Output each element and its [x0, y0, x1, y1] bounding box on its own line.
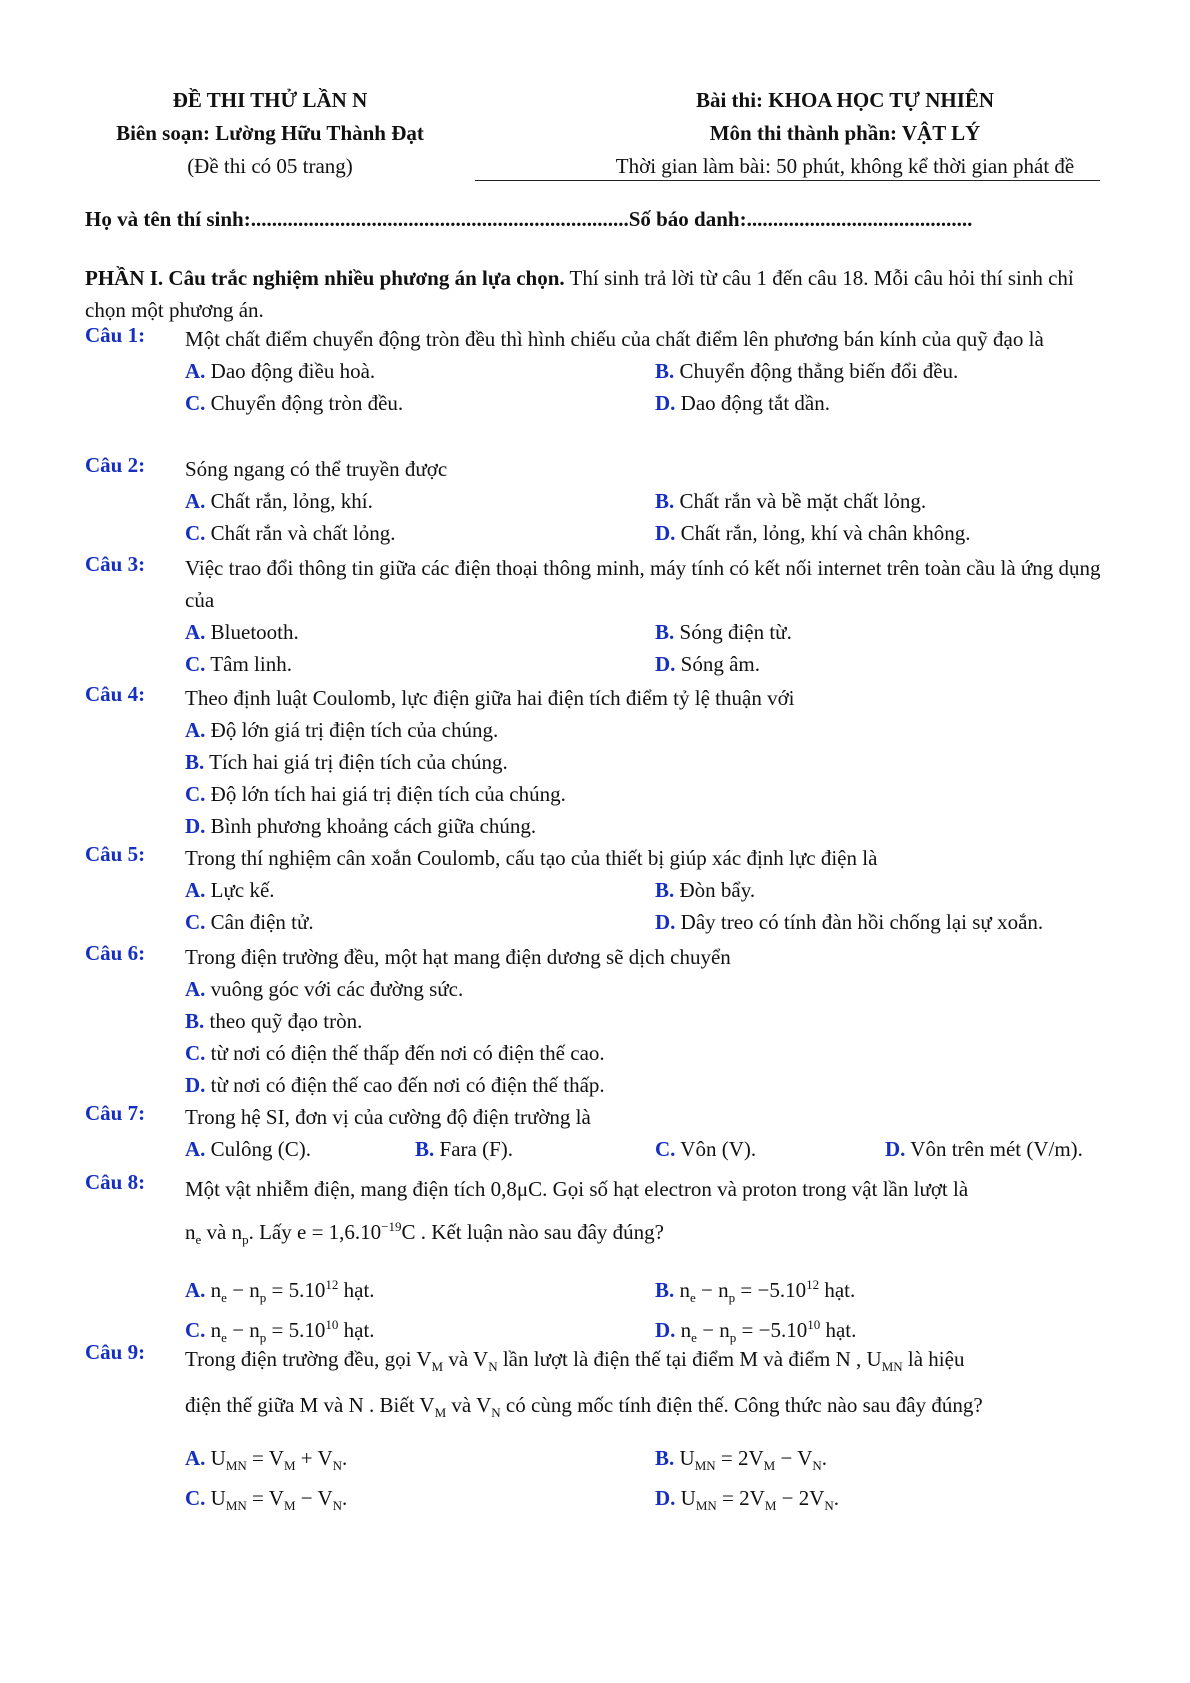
question-text: Theo định luật Coulomb, lực điện giữa hai điện tích điểm tỷ lệ thuận với: [185, 686, 795, 710]
question-options: [185, 1438, 1115, 1518]
question-label: Câu 3:: [85, 552, 146, 576]
header-left: [60, 84, 480, 183]
option-b: B. theo quỹ đạo tròn.: [185, 1009, 363, 1033]
candidate-id-label: Số báo danh:: [628, 207, 747, 231]
question-text: Trong hệ SI, đơn vị của cường độ điện trường là: [185, 1105, 591, 1129]
option-d: D. Vôn trên mét (V/m).: [885, 1137, 1083, 1161]
option-d: D. Bình phương khoảng cách giữa chúng.: [185, 814, 537, 838]
part1-title: PHẦN I. Câu trắc nghiệm nhiều phương án lựa chọn.: [85, 266, 565, 290]
question-options: [185, 485, 1115, 549]
option-b: B. Đòn bẩy.: [655, 878, 756, 902]
question-options: [185, 714, 1115, 842]
option-c: C. từ nơi có điện thế thấp đến nơi có điện thế cao.: [185, 1041, 605, 1065]
option-a: A. Dao động điều hoà.: [185, 359, 376, 383]
option-c: C. Vôn (V).: [655, 1137, 757, 1161]
exam-title: ĐỀ THI THỬ LẦN N: [172, 88, 368, 112]
question-5: [85, 842, 1115, 938]
candidate-id-dots: ...........................................: [746, 207, 973, 231]
candidate-name-label: Họ và tên thí sinh:: [85, 207, 251, 231]
question-options: [185, 1133, 1115, 1165]
question-options: [185, 1265, 1115, 1345]
header-right: [530, 84, 1160, 183]
question-label: Câu 6:: [85, 941, 146, 965]
option-a: A. Độ lớn giá trị điện tích của chúng.: [185, 718, 499, 742]
question-6: [85, 941, 1115, 1101]
option-a: A. Chất rắn, lỏng, khí.: [185, 489, 373, 513]
option-d: D. $U_{MN} = 2V_M - 2V_N$.: [655, 1486, 840, 1514]
option-a: A. $U_{MN} = V_M + V_N$.: [185, 1446, 348, 1474]
question-4: [85, 682, 1115, 842]
option-c: C. Cân điện tử.: [185, 910, 314, 934]
question-text: Trong thí nghiệm cân xoắn Coulomb, cấu tạo của thiết bị giúp xác định lực điện là: [185, 846, 878, 870]
question-label: Câu 8:: [85, 1170, 146, 1194]
question-1: [85, 323, 1115, 419]
question-text: Việc trao đổi thông tin giữa các điện thoại thông minh, máy tính có kết nối internet trên toàn cầu là ứng dụng của: [185, 556, 1101, 612]
exam-subject: Bài thi: KHOA HỌC TỰ NHIÊN: [695, 88, 995, 112]
option-d: D. Sóng âm.: [655, 652, 761, 676]
question-text: Một chất điểm chuyển động tròn đều thì hình chiếu của chất điểm lên phương bán kính của quỹ đạo là: [185, 327, 1044, 351]
charge-value: 0,8μC: [490, 1177, 543, 1201]
question-label: Câu 2:: [85, 453, 146, 477]
part1-instruction: Thí sinh trả lời từ câu 1 đến câu 18. Mỗi câu hỏi thí sinh chỉ chọn một phương án.: [85, 266, 1074, 322]
part1-heading: [85, 262, 1115, 326]
option-d: D. Dao động tắt dần.: [655, 391, 830, 415]
option-a: A. Bluetooth.: [185, 620, 299, 644]
option-b: B. Sóng điện từ.: [655, 620, 792, 644]
option-a: A. $n_e - n_p = 5.10^{12}$ hạt.: [185, 1277, 375, 1306]
option-d: D. Dây treo có tính đàn hồi chống lại sự xoắn.: [655, 910, 1044, 934]
question-options: [185, 355, 1115, 419]
question-label: Câu 7:: [85, 1101, 146, 1125]
option-c: C. Chất rắn và chất lỏng.: [185, 521, 396, 545]
option-c: C. $n_e - n_p = 5.10^{10}$ hạt.: [185, 1317, 375, 1346]
question-3: [85, 552, 1115, 680]
exam-component: Môn thi thành phần: VẬT LÝ: [709, 121, 981, 145]
option-a: A. Lực kế.: [185, 878, 275, 902]
question-text: Trong điện trường đều, gọi $V_M$ và $V_N$ lần lượt là điện thế tại điểm M và điểm N , $U_{MN}$ là hiệu điện thế giữa M và N . Biết $V_M$ và $V_N$ có cùng mốc tính điện thế. Công thức nào sau đây đúng?: [185, 1347, 983, 1421]
question-text: Sóng ngang có thể truyền được: [185, 457, 448, 481]
header-divider: [475, 180, 1100, 181]
option-c: C. $U_{MN} = V_M - V_N$.: [185, 1486, 348, 1514]
option-b: B. Chất rắn và bề mặt chất lỏng.: [655, 489, 927, 513]
question-text: Một vật nhiễm điện, mang điện tích 0,8μC. Gọi số hạt electron và proton trong vật lần lượt là $n_e$ và $n_p$. Lấy $e = 1,6.10^{-19}C$ . Kết luận nào sau đây đúng?: [185, 1177, 969, 1248]
option-b: B. $n_e - n_p = -5.10^{12}$ hạt.: [655, 1277, 856, 1306]
option-b: B. Chuyển động thẳng biến đổi đều.: [655, 359, 959, 383]
option-b: B. Fara (F).: [415, 1137, 513, 1161]
author-line: Biên soạn: Lường Hữu Thành Đạt: [116, 121, 424, 145]
page-count: (Đề thi có 05 trang): [187, 154, 353, 178]
question-8: [85, 1170, 1115, 1345]
option-c: C. Tâm linh.: [185, 652, 292, 676]
question-text: Trong điện trường đều, một hạt mang điện dương sẽ dịch chuyển: [185, 945, 731, 969]
option-b: B. Tích hai giá trị điện tích của chúng.: [185, 750, 508, 774]
question-label: Câu 9:: [85, 1340, 146, 1364]
exam-duration: Thời gian làm bài: 50 phút, không kể thời gian phát đề: [615, 154, 1075, 178]
question-options: [185, 874, 1115, 938]
option-d: D. Chất rắn, lỏng, khí và chân không.: [655, 521, 971, 545]
option-c: C. Độ lớn tích hai giá trị điện tích của chúng.: [185, 782, 566, 806]
option-d: D. $n_e - n_p = -5.10^{10}$ hạt.: [655, 1317, 857, 1346]
candidate-name-dots: ........................................................................: [250, 207, 629, 231]
question-9: [85, 1340, 1115, 1518]
option-a: A. Culông (C).: [185, 1137, 312, 1161]
candidate-line: [85, 207, 1115, 232]
question-options: [185, 973, 1115, 1101]
question-options: [185, 616, 1115, 680]
question-label: Câu 4:: [85, 682, 146, 706]
question-label: Câu 5:: [85, 842, 146, 866]
option-c: C. Chuyển động tròn đều.: [185, 391, 404, 415]
option-b: B. $U_{MN} = 2V_M - V_N$.: [655, 1446, 827, 1474]
option-a: A. vuông góc với các đường sức.: [185, 977, 464, 1001]
question-2: [85, 453, 1115, 549]
option-d: D. từ nơi có điện thế cao đến nơi có điện thế thấp.: [185, 1073, 605, 1097]
question-label: Câu 1:: [85, 323, 146, 347]
question-7: [85, 1101, 1115, 1165]
